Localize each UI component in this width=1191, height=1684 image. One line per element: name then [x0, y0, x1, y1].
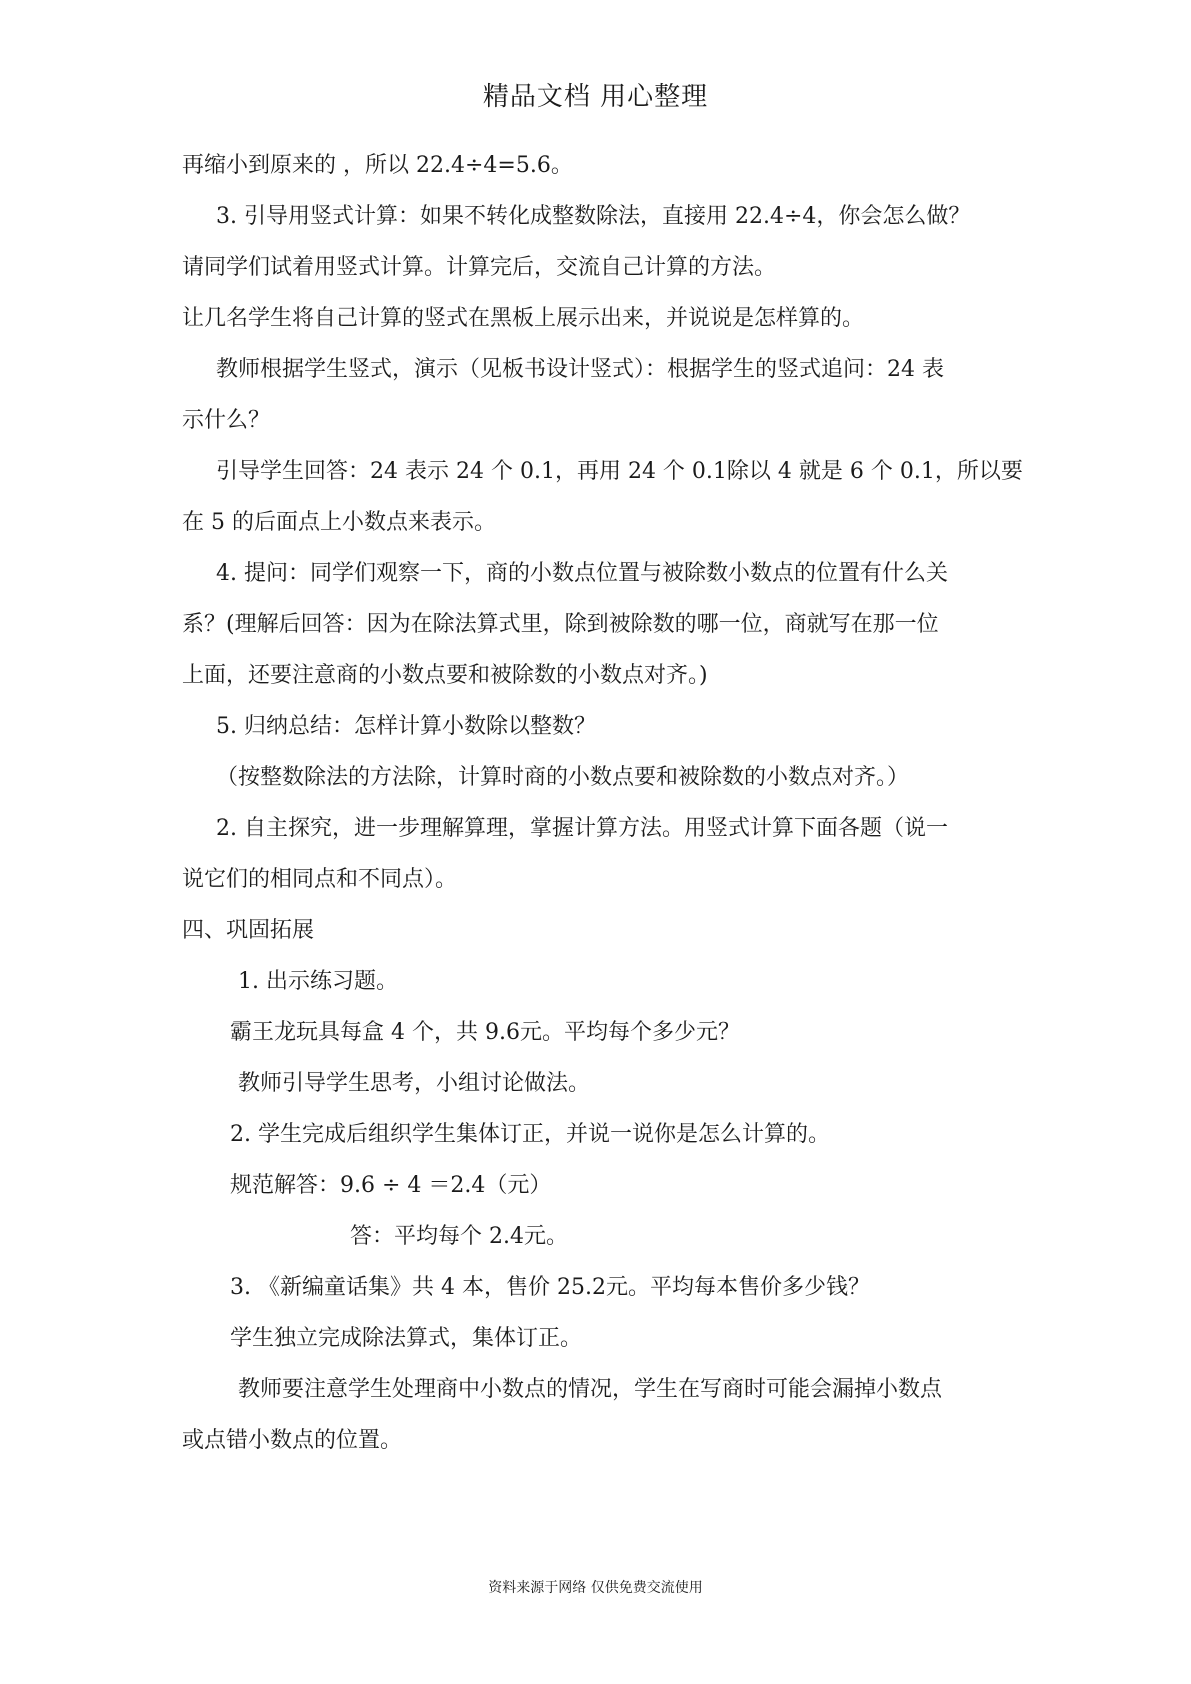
text-line: 系？(理解后回答：因为在除法算式里，除到被除数的哪一位，商就写在那一位: [182, 612, 939, 637]
page-header: 精品文档 用心整理: [482, 82, 709, 112]
text-line: 霸王龙玩具每盒 4 个，共 9.6元。平均每个多少元？: [230, 1020, 740, 1045]
text-line: 再缩小到原来的 ，所以 22.4÷4=5.6。: [182, 153, 573, 178]
text-line: 5. 归纳总结：怎样计算小数除以整数？: [216, 714, 596, 739]
text-line: 教师根据学生竖式，演示（见板书设计竖式）：根据学生的竖式追问：24 表: [216, 357, 944, 382]
text-line: 学生独立完成除法算式，集体订正。: [230, 1326, 583, 1351]
text-line: 3. 引导用竖式计算：如果不转化成整数除法，直接用 22.4÷4，你会怎么做？: [216, 204, 971, 229]
text-line: 引导学生回答：24 表示 24 个 0.1，再用 24 个 0.1除以 4 就是 6 个 0.1，所以要: [216, 459, 1023, 484]
text-line: （按整数除法的方法除，计算时商的小数点要和被除数的小数点对齐。）: [216, 765, 910, 790]
page-footer: 资料来源于网络 仅供免费交流使用: [488, 1580, 703, 1596]
text-line: 或点错小数点的位置。: [182, 1428, 403, 1453]
text-line: 上面，还要注意商的小数点要和被除数的小数点对齐。): [182, 663, 708, 688]
text-line: 教师引导学生思考，小组讨论做法。: [238, 1071, 591, 1096]
text-line: 4. 提问：同学们观察一下，商的小数点位置与被除数小数点的位置有什么关: [216, 561, 948, 586]
text-line: 说它们的相同点和不同点）。: [182, 867, 458, 892]
text-line: 答：平均每个 2.4元。: [350, 1224, 568, 1249]
text-line: 在 5 的后面点上小数点来表示。: [182, 510, 496, 535]
document-body: [182, 140, 1022, 1466]
section-heading: 四、巩固拓展: [182, 918, 315, 943]
text-line: 1. 出示练习题。: [238, 969, 398, 994]
text-line: 示什么？: [182, 408, 271, 433]
text-line: 3. 《新编童话集》共 4 本，售价 25.2元。平均每本售价多少钱？: [230, 1275, 870, 1300]
text-line: 教师要注意学生处理商中小数点的情况，学生在写商时可能会漏掉小数点: [238, 1377, 943, 1402]
text-line: 请同学们试着用竖式计算。计算完后，交流自己计算的方法。: [182, 255, 777, 280]
text-line: 规范解答：9.6 ÷ 4 ＝2.4（元）: [230, 1173, 552, 1198]
text-line: 2. 自主探究，进一步理解算理，掌握计算方法。用竖式计算下面各题（说一: [216, 816, 948, 841]
text-line: 2. 学生完成后组织学生集体订正，并说一说你是怎么计算的。: [230, 1122, 830, 1147]
text-line: 让几名学生将自己计算的竖式在黑板上展示出来，并说说是怎样算的。: [182, 306, 865, 331]
